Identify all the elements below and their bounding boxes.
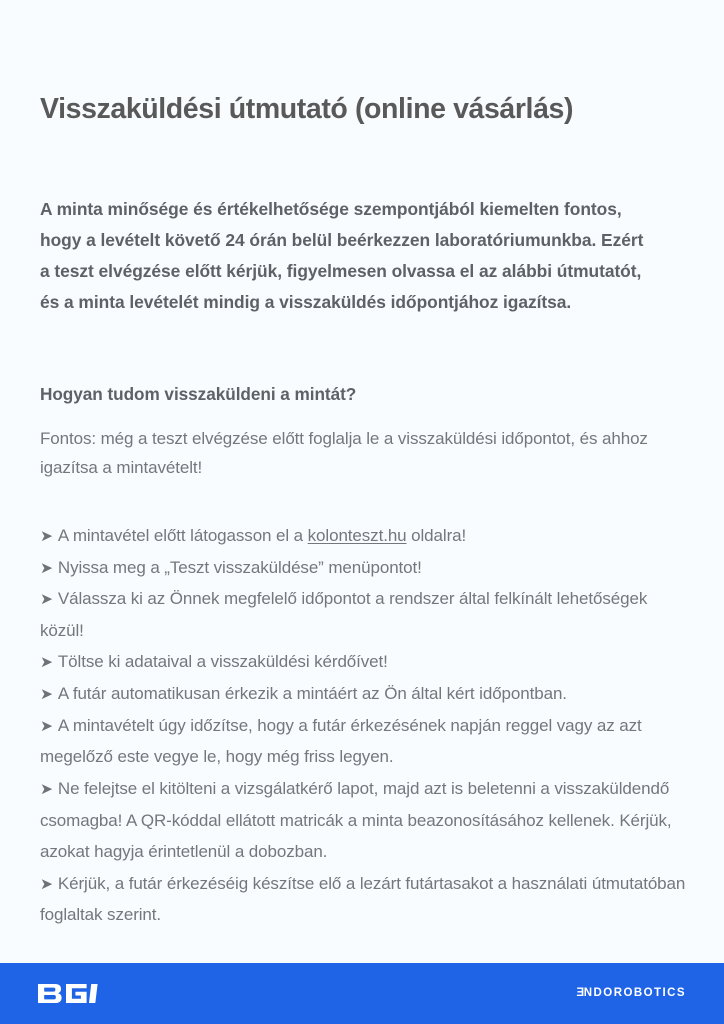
list-item <box>40 773 688 868</box>
arrow-bullet-icon: ➤ <box>40 780 53 798</box>
endorobotics-logo-prefix: E <box>574 986 584 999</box>
list-item <box>40 868 688 931</box>
list-item <box>40 552 688 584</box>
list-item-text-after: oldalra! <box>406 526 467 546</box>
list-item-text-before: A mintavétel előtt látogasson el a <box>57 526 308 546</box>
endorobotics-logo <box>575 988 686 1000</box>
list-item <box>40 678 688 710</box>
arrow-bullet-icon: ➤ <box>40 528 53 546</box>
page-title: Visszaküldési útmutató (online vásárlás) <box>40 93 574 125</box>
list-item-text: Nyissa meg a „Teszt visszaküldése” menüpontot! <box>57 557 422 577</box>
list-item <box>40 520 688 552</box>
arrow-bullet-icon: ➤ <box>40 686 53 704</box>
list-item <box>40 646 688 678</box>
list-item-text: Ne felejtse el kitölteni a vizsgálatkérő lapot, majd azt is beletenni a visszaküldendő csomagba! A QR-kóddal ellátott matricák a minta beazonosításához kellenek. Kérjük, azokat hagyja érintetlenül a dobozban. <box>40 778 672 862</box>
arrow-bullet-icon: ➤ <box>40 717 53 735</box>
list-item-text: Töltse ki adataival a visszaküldési kérdőívet! <box>57 652 388 672</box>
arrow-bullet-icon: ➤ <box>40 654 53 672</box>
endorobotics-logo-text: NDOROBOTICS <box>583 986 686 999</box>
intro-paragraph: A minta minősége és értékelhetősége szempontjából kiemelten fontos, hogy a levételt követő 24 órán belül beérkezzen laboratóriumunkba. Ezért a teszt elvégzése előtt kérjük, figyelmesen olvassa el az alábbi útmutatót, és a minta levételét mindig a visszaküldés időpontjához igazítsa. <box>40 198 644 312</box>
bgi-logo-icon <box>38 983 104 1004</box>
instruction-list <box>40 482 688 931</box>
list-item-text: Válassza ki az Önnek megfelelő időpontot a rendszer által felkínált lehetőségek közül! <box>40 589 648 640</box>
section-heading: Hogyan tudom visszaküldeni a mintát? <box>40 383 357 404</box>
arrow-bullet-icon: ➤ <box>40 875 53 893</box>
list-item <box>40 583 688 646</box>
bgi-logo <box>38 983 104 1005</box>
note-paragraph: Fontos: még a teszt elvégzése előtt foglalja le a visszaküldési időpontot, és ahhoz igazítsa a mintavételt! <box>40 428 648 477</box>
kolonteszt-link[interactable]: kolonteszt.hu <box>307 526 407 546</box>
arrow-bullet-icon: ➤ <box>40 591 53 609</box>
footer-bar <box>0 963 724 1024</box>
list-item-text: A futár automatikusan érkezik a mintáért az Ön által kért időpontban. <box>57 684 567 704</box>
list-item-text: Kérjük, a futár érkezéséig készítse elő a lezárt futártasakot a használati útmutatóban foglaltak szerint. <box>40 873 686 925</box>
arrow-bullet-icon: ➤ <box>40 559 53 577</box>
list-item-text: A mintavételt úgy időzítse, hogy a futár érkezésének napján reggel vagy az azt megelőző este vegye le, hogy még friss legyen. <box>40 715 642 767</box>
list-item <box>40 710 688 773</box>
document-content <box>40 0 688 931</box>
